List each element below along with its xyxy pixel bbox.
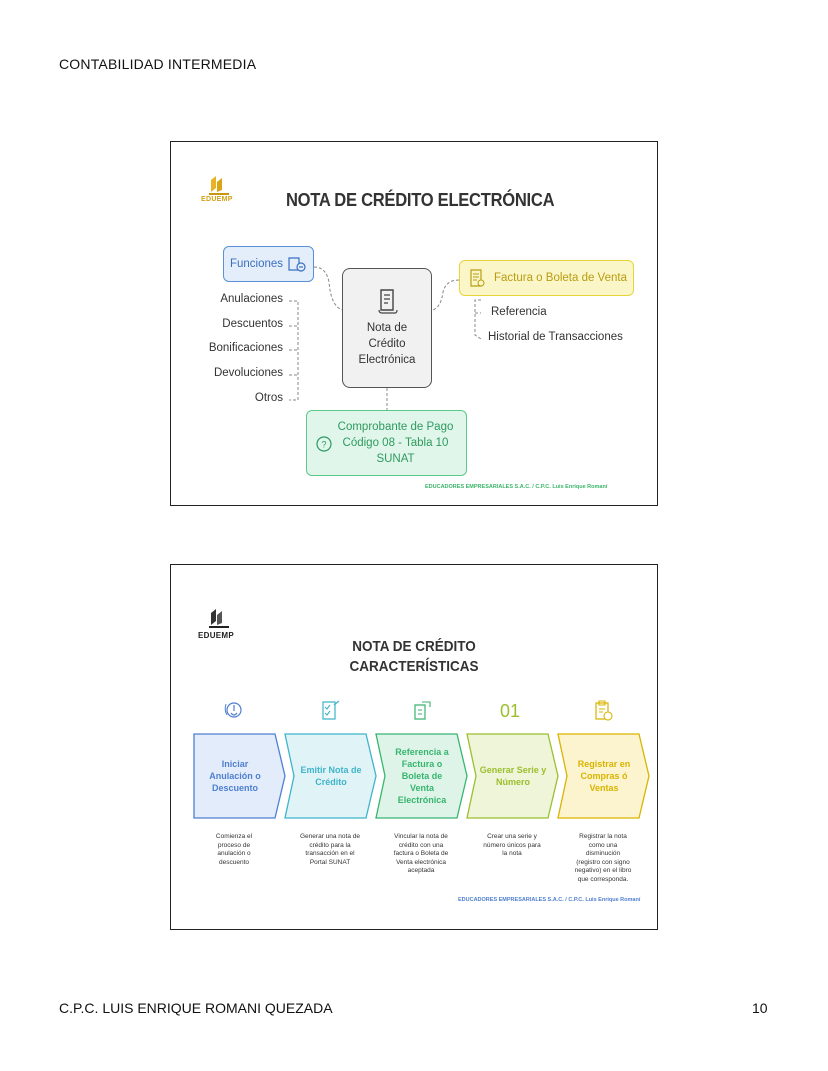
eduemp-logo-icon — [207, 607, 231, 629]
slide-credit: EDUCADORES EMPRESARIALES S.A.C. / C.P.C. Luis Enrique Romaní — [425, 484, 608, 490]
step-label-line: Registrar en — [577, 759, 631, 769]
step-description-line: negativo) en el libro — [574, 867, 632, 874]
comprobante-line-1: Comprobante de Pago — [337, 421, 454, 433]
factura-item: Referencia — [491, 306, 547, 318]
step-label-line: Referencia a — [395, 747, 449, 757]
logo-text: EDUEMP — [201, 196, 233, 203]
step-description-line: disminución — [585, 850, 621, 857]
title-line-1: NOTA DE CRÉDITO — [352, 638, 476, 655]
title-line-2: CARACTERÍSTICAS — [349, 658, 479, 675]
step-label-line: Ventas — [589, 783, 619, 793]
funcion-item: Devoluciones — [213, 367, 283, 379]
factura-node — [459, 260, 634, 296]
step-label-line: Emitir Nota de — [300, 765, 362, 775]
step-description — [563, 833, 643, 884]
step-label-line: Boleta de — [401, 771, 443, 781]
step-description-line: Crear una serie y — [487, 833, 537, 840]
step-description-line: la nota — [502, 850, 522, 857]
touch-icon — [223, 699, 247, 723]
step-description-line: descuento — [219, 858, 249, 866]
center-line-1: Nota de — [366, 322, 408, 334]
comprobante-line-2: Código 08 - Tabla 10 — [342, 437, 449, 449]
step-description-line: proceso de — [217, 841, 251, 849]
funcion-item: Otros — [254, 392, 283, 404]
step-description-line: que corresponda. — [577, 875, 629, 883]
slide-title — [315, 637, 513, 677]
step-label-line: Descuento — [211, 783, 258, 793]
receipt-minus-icon — [287, 255, 307, 273]
step-label — [567, 733, 641, 819]
center-line-3: Electrónica — [358, 354, 416, 366]
step-description-line: número únicos para — [483, 841, 541, 849]
receipt-icon — [410, 699, 434, 723]
step-label-line: Electrónica — [397, 795, 447, 805]
step-label-line: Factura o — [401, 759, 443, 769]
step-description-line: crédito con una — [398, 841, 444, 849]
footer-author: C.P.C. LUIS ENRIQUE ROMANI QUEZADA — [59, 1000, 333, 1016]
clipboard-money-icon — [592, 699, 616, 723]
document-scroll-icon — [376, 288, 398, 314]
step-description — [381, 833, 461, 876]
step-description-line: aceptada — [407, 867, 435, 874]
factura-label: Factura o Boleta de Venta — [494, 272, 627, 284]
step-description-line: anulación o — [217, 850, 251, 857]
page-number: 10 — [752, 1000, 768, 1016]
step-label-line: Anulación o — [209, 771, 261, 781]
comprobante-line-3: SUNAT — [376, 453, 415, 465]
factura-item: Historial de Transacciones — [488, 331, 623, 343]
step-label-line: Crédito — [315, 777, 347, 787]
logo-text: EDUEMP — [198, 631, 235, 640]
step-description-line: Venta electrónica — [396, 858, 446, 866]
step-description-line: Portal SUNAT — [309, 858, 351, 866]
funciones-node — [223, 246, 314, 282]
step-label — [294, 733, 368, 819]
step-description-line: factura o Boleta de — [393, 850, 449, 857]
step-description-line: transacción en el — [305, 850, 355, 857]
funcion-item: Bonificaciones — [208, 342, 283, 354]
step-description-line: Comienza el — [215, 833, 253, 840]
funcion-item: Descuentos — [222, 318, 283, 330]
slide-title: NOTA DE CRÉDITO ELECTRÓNICA — [286, 190, 555, 210]
slide-nota-credito-electronica — [170, 141, 658, 506]
step-label-line: Iniciar — [221, 759, 249, 769]
step-description — [290, 833, 370, 867]
step-label — [385, 733, 459, 819]
slide-nota-credito-caracteristicas — [170, 564, 658, 930]
step-label — [476, 733, 550, 819]
invoice-icon — [468, 268, 486, 288]
step-description-line: Vincular la nota de — [394, 833, 448, 840]
funciones-label: Funciones — [229, 258, 284, 270]
step-description-line: Registrar la nota — [579, 833, 627, 840]
step-description — [194, 833, 274, 867]
step-label-line: Compras ó — [580, 771, 628, 781]
step-description-line: crédito para la — [309, 841, 351, 849]
svg-text:?: ? — [321, 439, 327, 450]
page-header: CONTABILIDAD INTERMEDIA — [59, 56, 257, 72]
step-label-line: Venta — [409, 783, 434, 793]
center-node — [342, 268, 432, 388]
step-description — [472, 833, 552, 859]
checklist-icon — [319, 699, 343, 723]
comprobante-node — [306, 410, 467, 476]
question-circle-icon — [315, 435, 333, 453]
slide-credit: EDUCADORES EMPRESARIALES S.A.C. / C.P.C. Luis Enrique Romaní — [458, 897, 641, 903]
step-description-line: (registro con signo — [576, 858, 630, 866]
step-description-line: como una — [588, 841, 618, 849]
step-label-line: Número — [495, 777, 530, 787]
center-line-2: Crédito — [368, 338, 406, 350]
funcion-item: Anulaciones — [220, 293, 283, 305]
step-description-line: Generar una nota de — [300, 833, 360, 840]
step-label — [195, 733, 275, 819]
step-label-line: Generar Serie y — [479, 765, 547, 775]
binary-icon: 01 — [500, 701, 521, 721]
